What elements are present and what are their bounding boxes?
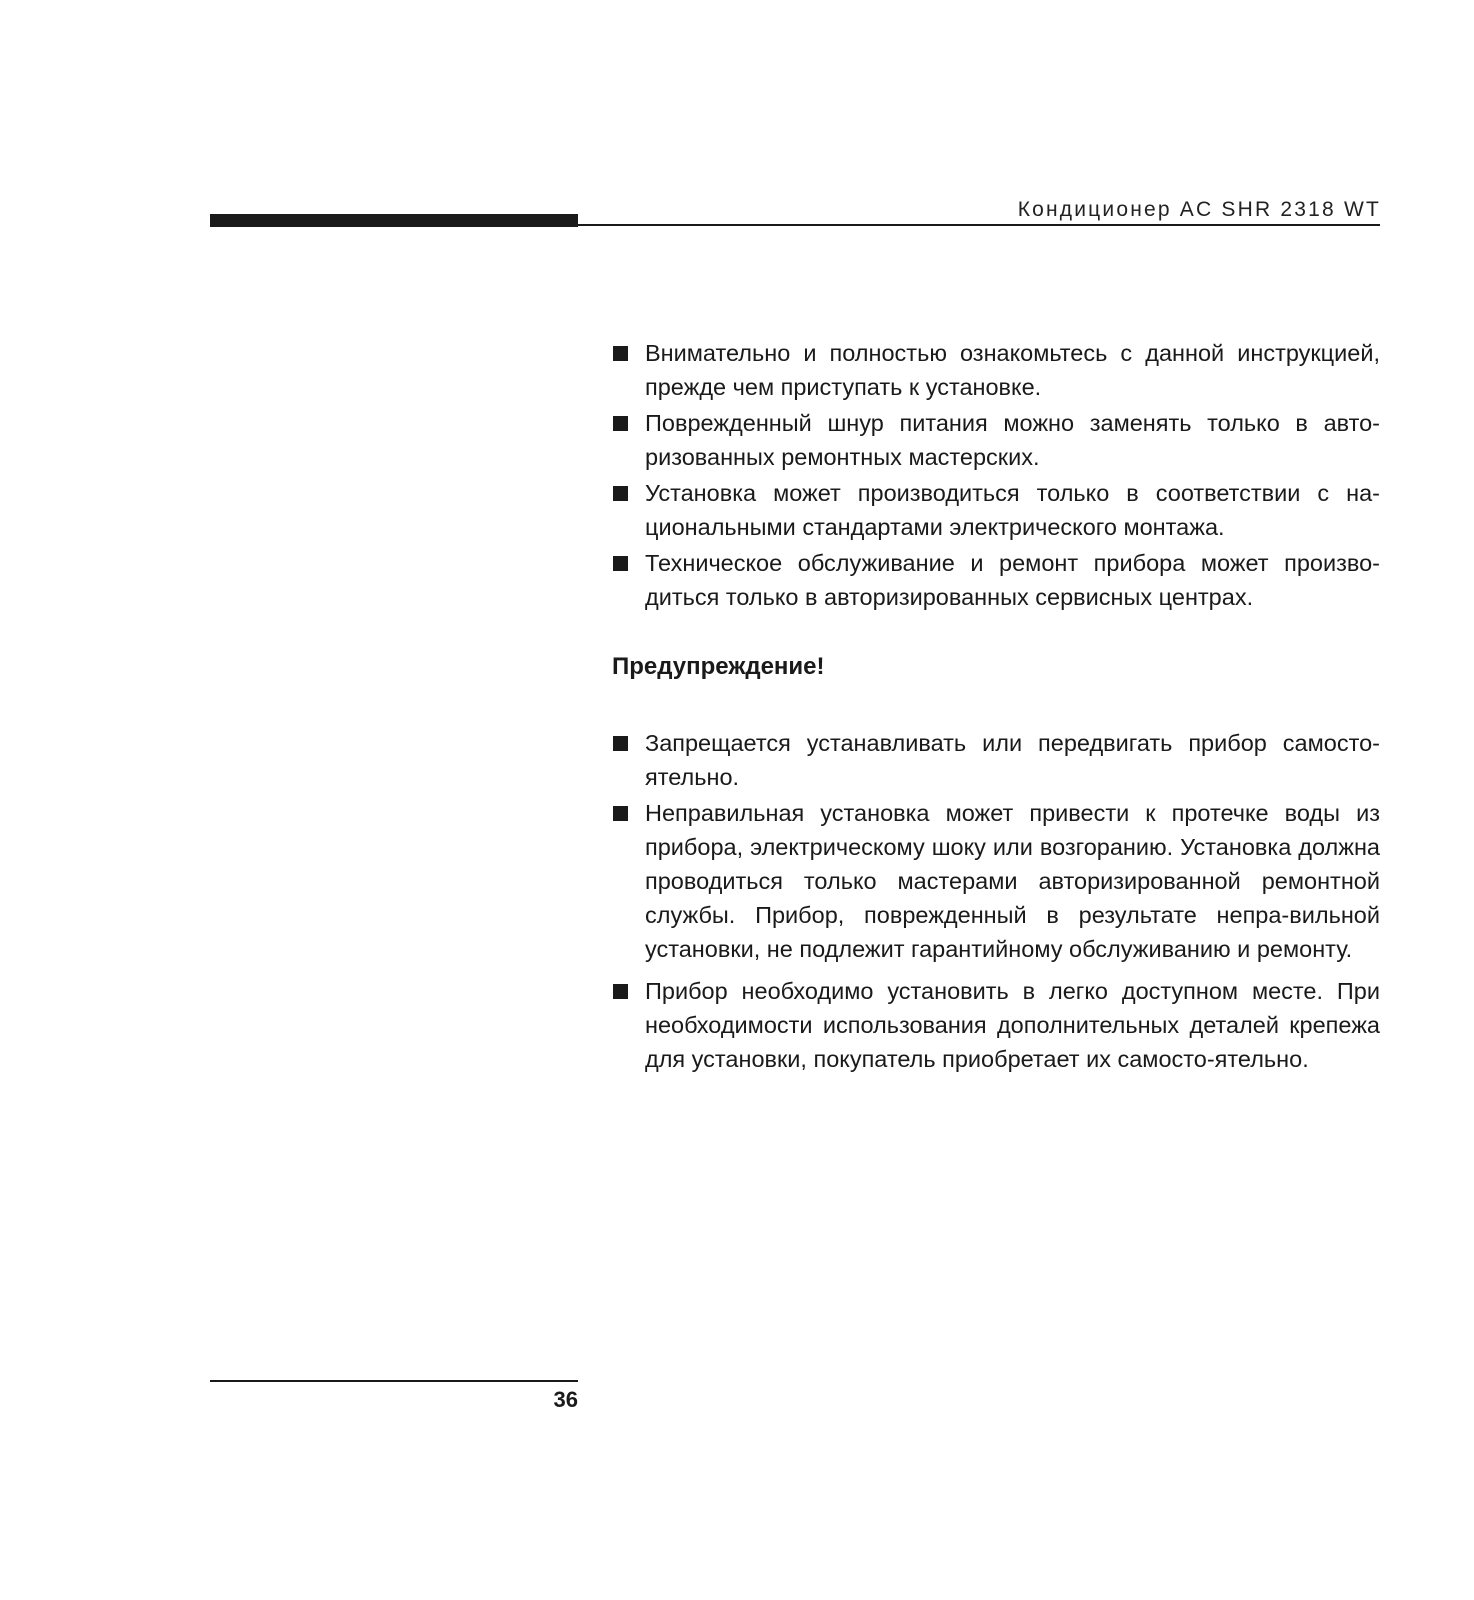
list-item	[612, 336, 1380, 404]
list-item	[612, 406, 1380, 474]
document-header-title: Кондиционер AC SHR 2318 WT	[1017, 198, 1381, 221]
warning-bullet-list	[612, 726, 1380, 1076]
list-item-text: Внимательно и полностью ознакомьтесь с данной инструкцией, прежде чем приступать к установке.	[645, 340, 1380, 400]
list-item	[612, 796, 1380, 966]
list-item-text: Техническое обслуживание и ремонт прибора может произво-диться только в авторизированных сервисных центрах.	[645, 550, 1380, 610]
header-rule	[210, 224, 1380, 226]
square-bullet-icon	[613, 416, 628, 431]
list-item-text: Установка может производиться только в соответствии с на-циональными стандартами электрического монтажа.	[645, 480, 1380, 540]
square-bullet-icon	[613, 736, 628, 751]
square-bullet-icon	[613, 556, 628, 571]
square-bullet-icon	[613, 346, 628, 361]
list-item-text: Поврежденный шнур питания можно заменять только в авто-ризованных ремонтных мастерских.	[645, 410, 1380, 470]
page-number: 36	[553, 1387, 578, 1412]
main-content	[612, 336, 1380, 1078]
square-bullet-icon	[613, 486, 628, 501]
intro-bullet-list	[612, 336, 1380, 614]
list-item	[612, 546, 1380, 614]
list-item	[612, 974, 1380, 1076]
warning-heading: Предупреждение!	[612, 653, 825, 680]
list-item-text: Неправильная установка может привести к протечке воды из прибора, электрическому шоку или возгоранию. Установка должна проводиться только мастерами авторизированной ремонтной службы. Прибор, поврежденный в результате непра-вильной установки, не подлежит гарантийному обслуживанию и ремонту.	[645, 800, 1380, 962]
square-bullet-icon	[613, 806, 628, 821]
list-item	[612, 476, 1380, 544]
footer-rule	[210, 1380, 578, 1382]
square-bullet-icon	[613, 984, 628, 999]
list-item-text: Запрещается устанавливать или передвигать прибор самосто-ятельно.	[645, 730, 1380, 790]
list-item	[612, 726, 1380, 794]
list-item-text: Прибор необходимо установить в легко доступном месте. При необходимости использования дополнительных деталей крепежа для установки, покупатель приобретает их самосто-ятельно.	[645, 978, 1380, 1072]
